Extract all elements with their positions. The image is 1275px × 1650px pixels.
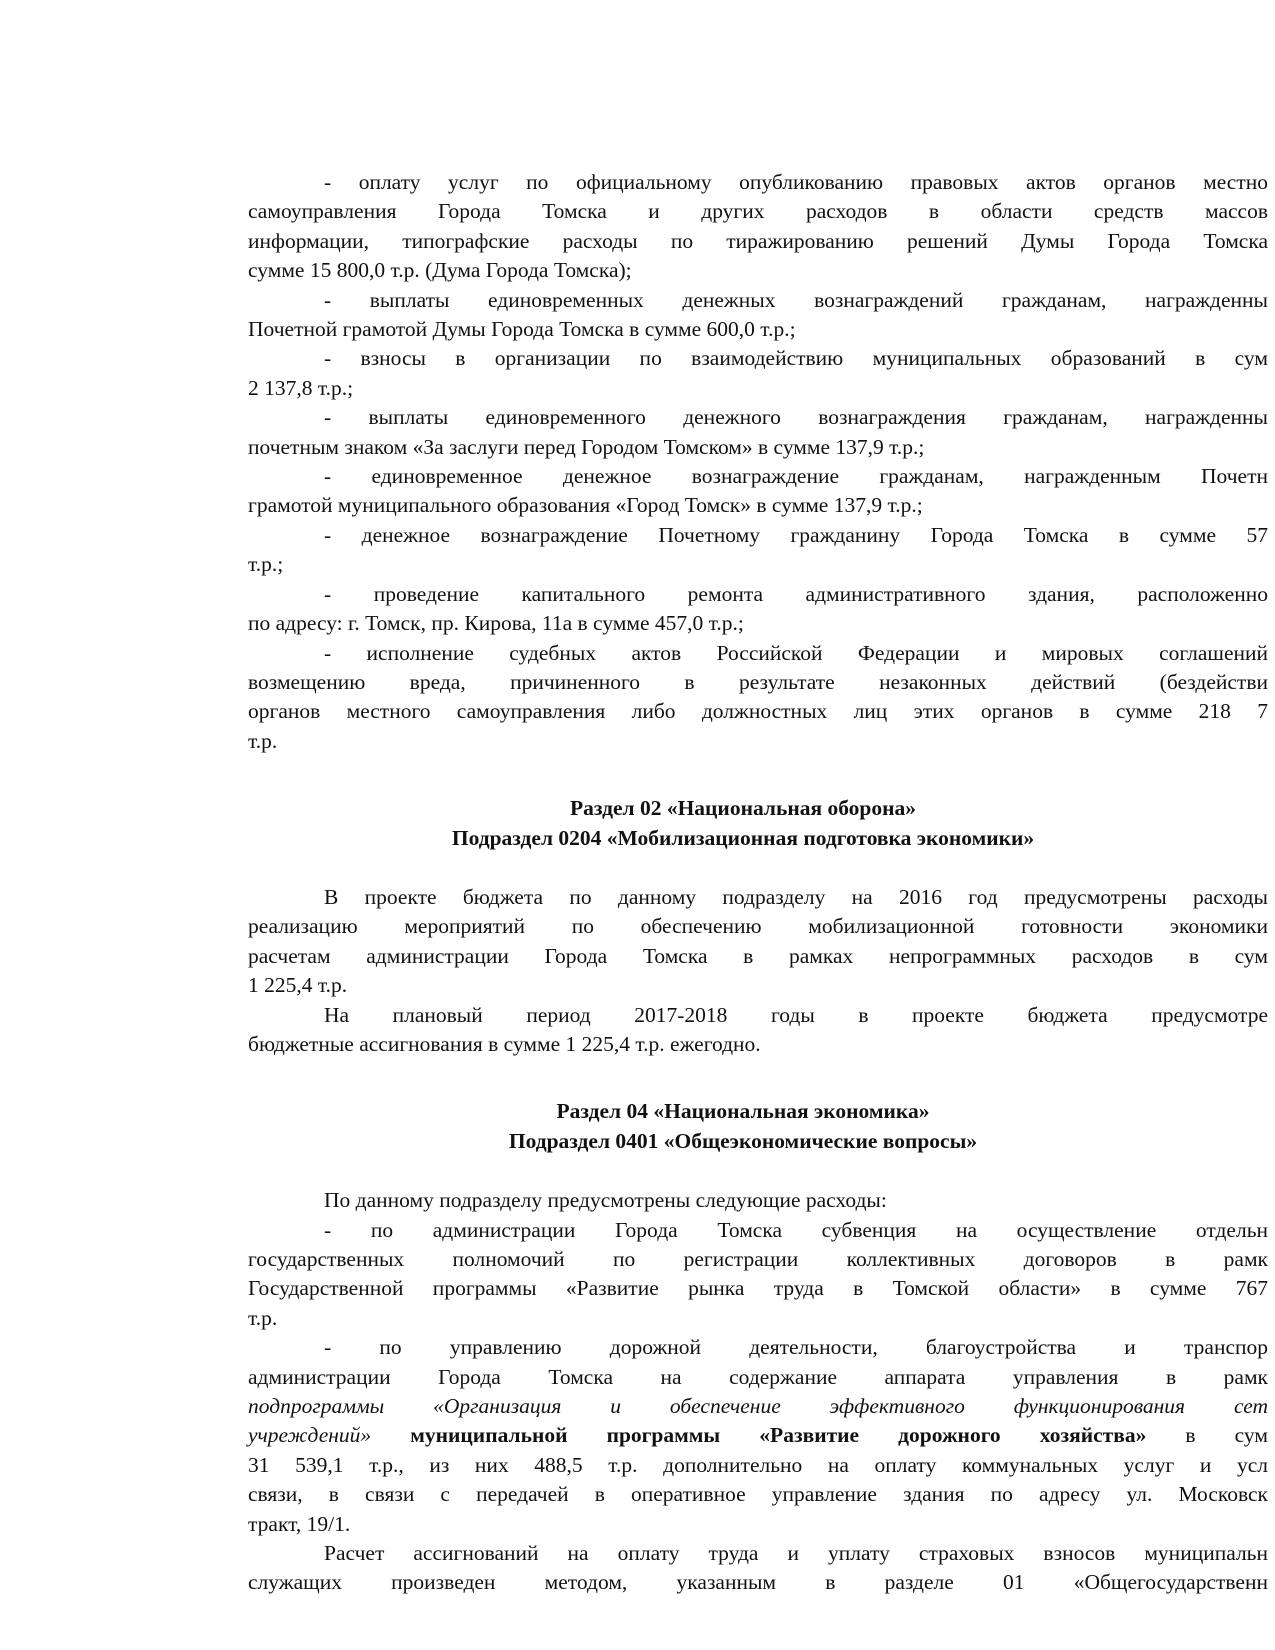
section-subtitle: Подраздел 0401 «Общеэкономические вопросы» [508,1128,978,1153]
document-page [248,168,1268,1598]
text-line: - по администрации Города Томска субвенция на осуществление отдельн [324,1217,1268,1242]
text-line: Почетной грамотой Думы Города Томска в сумме 600,0 т.р.; [248,317,796,342]
text-line: т.р. [248,728,278,753]
text-line: связи, в связи с передачей в оперативное управление здания по адресу ул. Московск [248,1482,1268,1507]
text-line: - взносы в организации по взаимодействию муниципальных образований в сум [324,346,1268,371]
text-line: - оплату услуг по официальному опубликованию правовых актов органов местно [324,170,1268,194]
text-line: грамотой муниципального образования «Город Томск» в сумме 137,9 т.р.; [248,493,923,518]
text-line: 31 539,1 т.р., из них 488,5 т.р. дополнительно на оплату коммунальных услуг и усл [248,1452,1268,1477]
text-line: Расчет ассигнований на оплату труда и уплату страховых взносов муниципальн [324,1541,1268,1566]
section-heading-04 [248,1097,1238,1156]
text-line: Государственной программы «Развитие рынка труда в Томской области» в сумме 767 [248,1276,1268,1301]
text-line: т.р.; [248,552,284,577]
section-subtitle: Подраздел 0204 «Мобилизационная подготовка экономики» [451,825,1035,850]
text-line: - денежное вознаграждение Почетному гражданину Города Томска в сумме 57 [324,522,1268,547]
paragraph-group-expenses [248,168,1268,756]
text-line: тракт, 19/1. [248,1511,351,1536]
text-line: по адресу: г. Томск, пр. Кирова, 11а в сумме 457,0 т.р.; [248,611,744,636]
text-line: служащих произведен методом, указанным в разделе 01 «Общегосударственн [248,1570,1268,1595]
text-line: почетным знаком «За заслуги перед Городом Томском» в сумме 137,9 т.р.; [248,434,925,459]
text-line: - по управлению дорожной деятельности, благоустройства и транспор [324,1335,1268,1360]
text-line: государственных полномочий по регистрации коллективных договоров в рамк [248,1247,1268,1271]
text-line: возмещению вреда, причиненного в результате незаконных действий (бездействи [248,669,1268,694]
paragraph-group-economy-cont [248,1451,1268,1598]
text-line: администрации Города Томска на содержание аппарата управления в рамк [248,1364,1268,1389]
section-heading-02 [248,794,1238,853]
text-line: - проведение капитального ремонта административного здания, расположенно [324,581,1268,606]
text-line: - исполнение судебных актов Российской Федерации и мировых соглашений [324,640,1268,665]
text-line: сумме 15 800,0 т.р. (Дума Города Томска); [248,258,632,283]
section-title: Раздел 04 «Национальная экономика» [556,1099,930,1124]
text-line: информации, типографские расходы по тиражированию решений Думы Города Томска [248,228,1268,253]
text-line: расчетам администрации Города Томска в рамках непрограммных расходов в сум [248,943,1268,968]
bold-fragment: муниципальной программы «Развитие дорожного хозяйства» [410,1423,1147,1448]
text-line: - выплаты единовременных денежных вознаграждений гражданам, награжденны [324,287,1268,312]
italic-fragment: учреждений» [248,1423,372,1448]
paragraph-group-defense [248,883,1268,1059]
section-title: Раздел 02 «Национальная оборона» [569,796,917,821]
text-line-italic: подпрограммы «Организация и обеспечение эффективного функционирования сет [248,1394,1268,1419]
text-line: самоуправления Города Томска и других расходов в области средств массов [248,199,1268,224]
paragraph-group-economy [248,1186,1268,1392]
text-line: - выплаты единовременного денежного вознаграждения гражданам, награжденны [324,405,1268,430]
text-line: 2 137,8 т.р.; [248,375,354,400]
text-line-mixed [248,1421,1268,1450]
text-fragment: в сум [1185,1423,1268,1448]
text-line: т.р. [248,1305,278,1330]
text-line: По данному подразделу предусмотрены следующие расходы: [324,1188,887,1213]
text-line: В проекте бюджета по данному подразделу на 2016 год предусмотрены расходы [324,884,1268,909]
text-line: На плановый период 2017-2018 годы в проекте бюджета предусмотре [324,1002,1268,1027]
text-line: бюджетные ассигнования в сумме 1 225,4 т.р. ежегодно. [248,1031,761,1056]
text-line: 1 225,4 т.р. [248,973,348,998]
text-line: - единовременное денежное вознаграждение гражданам, награжденным Почетн [324,464,1268,489]
text-line: органов местного самоуправления либо должностных лиц этих органов в сумме 218 7 [248,699,1268,724]
text-line: реализацию мероприятий по обеспечению мобилизационной готовности экономики [248,914,1268,939]
